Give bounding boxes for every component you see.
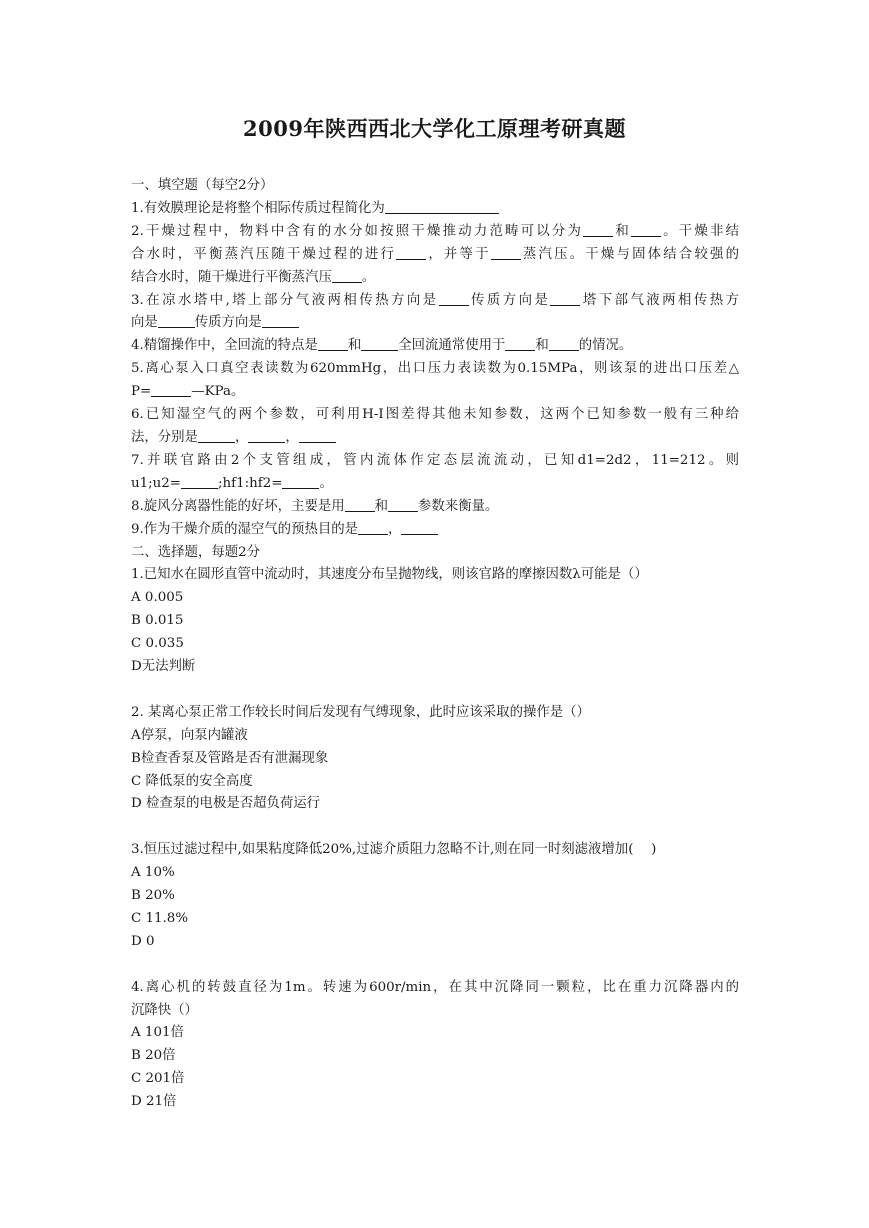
option-item[interactable]: B 20倍 (131, 1048, 176, 1064)
answer-blank[interactable] (282, 474, 319, 489)
spacer (131, 679, 739, 702)
question-choice-2: 2. 某离心泵正常工作较长时间后发现有气缚现象，此时应该采取的操作是（） (131, 704, 590, 720)
option-item[interactable]: A停泵，向泵内罐液 (131, 727, 248, 743)
answer-blank[interactable] (299, 428, 336, 443)
question-fill-3-cont: 向是 传质方向是 (131, 312, 739, 335)
option-item[interactable]: D 21倍 (131, 1094, 177, 1110)
document-title: 2009年陕西西北大学化工原理考研真题 (243, 116, 626, 141)
question-choice-4-cont: 沉降快（） (131, 1002, 198, 1018)
question-fill-5-cont: P= —KPa。 (131, 384, 245, 400)
question-fill-2: 2.干燥过程中，物料中含有的水分如按照干燥推动力范畴可以分为 和 。干燥非结 (131, 223, 740, 239)
option-item[interactable]: B检查香泵及管路是否有泄漏现象 (131, 750, 329, 766)
option-item[interactable]: C 0.035 (131, 636, 184, 652)
answer-blank[interactable] (505, 336, 535, 351)
question-fill-6: 6.已知湿空气的两个参数，可利用H-I图差得其他未知参数，这两个已知参数一般有三种给 (131, 407, 739, 423)
answer-blank[interactable] (439, 291, 469, 306)
answer-blank[interactable] (345, 497, 375, 512)
answer-blank[interactable] (248, 428, 285, 443)
option-item[interactable]: D无法判断 (131, 659, 196, 675)
question-fill-2-cont: 结合水时，随干燥进行平衡蒸汽压 。 (131, 269, 376, 285)
answer-blank[interactable] (198, 428, 235, 443)
option-item[interactable]: B 0.015 (131, 613, 184, 629)
question-fill-7: 7.并联官路由2个支管组成，管内流体作定态层流流动，已知d1=2d2，11=212。则 (131, 452, 739, 468)
question-fill-2-cont: 合水时，平衡蒸汽压随干燥过程的进行 ，并等于 蒸汽压。干燥与固体结合较强的 (131, 246, 740, 262)
option-item[interactable]: A 0.005 (131, 590, 184, 606)
answer-blank[interactable] (631, 222, 661, 237)
section-heading: 一、填空题（每空2分） (131, 178, 274, 193)
answer-blank[interactable] (358, 520, 388, 535)
answer-blank[interactable] (549, 336, 579, 351)
question-fill-8: 8.旋风分离器性能的好坏，主要是用 和 参数来衡量。 (131, 498, 499, 514)
answer-blank[interactable] (151, 382, 191, 397)
question-fill-1: 1.有效膜理论是将整个相际传质过程简化为 (131, 198, 739, 221)
section-heading: 二、选择题，每题2分 (131, 544, 261, 560)
question-fill-3: 3.在凉水塔中,塔上部分气液两相传热方向是 传质方向是 塔下部气液两相传热方 (131, 292, 740, 308)
answer-blank[interactable] (396, 245, 426, 260)
answer-blank[interactable] (181, 474, 218, 489)
answer-blank[interactable] (158, 313, 195, 328)
question-choice-1: 1.已知水在圆形直管中流动时，其速度分布呈抛物线，则该官路的摩擦因数λ可能是（） (131, 567, 648, 583)
answer-blank[interactable] (583, 222, 613, 237)
question-fill-5: 5.离心泵入口真空表读数为620mmHg，出口压力表读数为0.15MPa，则该泵的进出口压差△ (131, 361, 739, 377)
option-item[interactable]: A 10% (131, 865, 175, 881)
answer-blank[interactable] (318, 336, 348, 351)
question-choice-4: 4.离心机的转鼓直径为1m。转速为600r/min，在其中沉降同一颗粒，比在重力沉降器内的 (131, 979, 739, 995)
question-fill-7-cont: u1;u2= ;hf1:hf2= 。 (131, 475, 333, 491)
option-item[interactable]: C 201倍 (131, 1071, 185, 1087)
question-fill-9: 9.作为干燥介质的湿空气的预热目的是 ， (131, 519, 739, 542)
answer-blank[interactable] (550, 291, 580, 306)
option-item[interactable]: B 20% (131, 888, 175, 904)
option-item[interactable]: A 101倍 (131, 1025, 184, 1041)
answer-blank[interactable] (332, 268, 362, 283)
answer-blank[interactable] (385, 199, 499, 214)
option-item[interactable]: C 降低泵的安全高度 (131, 773, 253, 789)
question-choice-3: 3.恒压过滤过程中,如果粘度降低20%,过滤介质阻力忽略不计,则在同一时刻滤液增加( ) (131, 842, 657, 858)
answer-blank[interactable] (262, 313, 299, 328)
option-item[interactable]: D 检查泵的电极是否超负荷运行 (131, 796, 321, 812)
spacer (131, 816, 739, 839)
answer-blank[interactable] (388, 497, 418, 512)
answer-blank[interactable] (361, 336, 398, 351)
answer-blank[interactable] (491, 245, 521, 260)
spacer (131, 954, 739, 977)
document-body (131, 175, 739, 1114)
answer-blank[interactable] (401, 520, 438, 535)
option-item[interactable]: D 0 (131, 933, 155, 949)
question-fill-6-cont: 法，分别是 ， ， (131, 427, 739, 450)
question-fill-4: 4.精馏操作中，全回流的特点是 和 全回流通常使用于 和 的情况。 (131, 338, 633, 354)
option-item[interactable]: C 11.8% (131, 910, 189, 926)
